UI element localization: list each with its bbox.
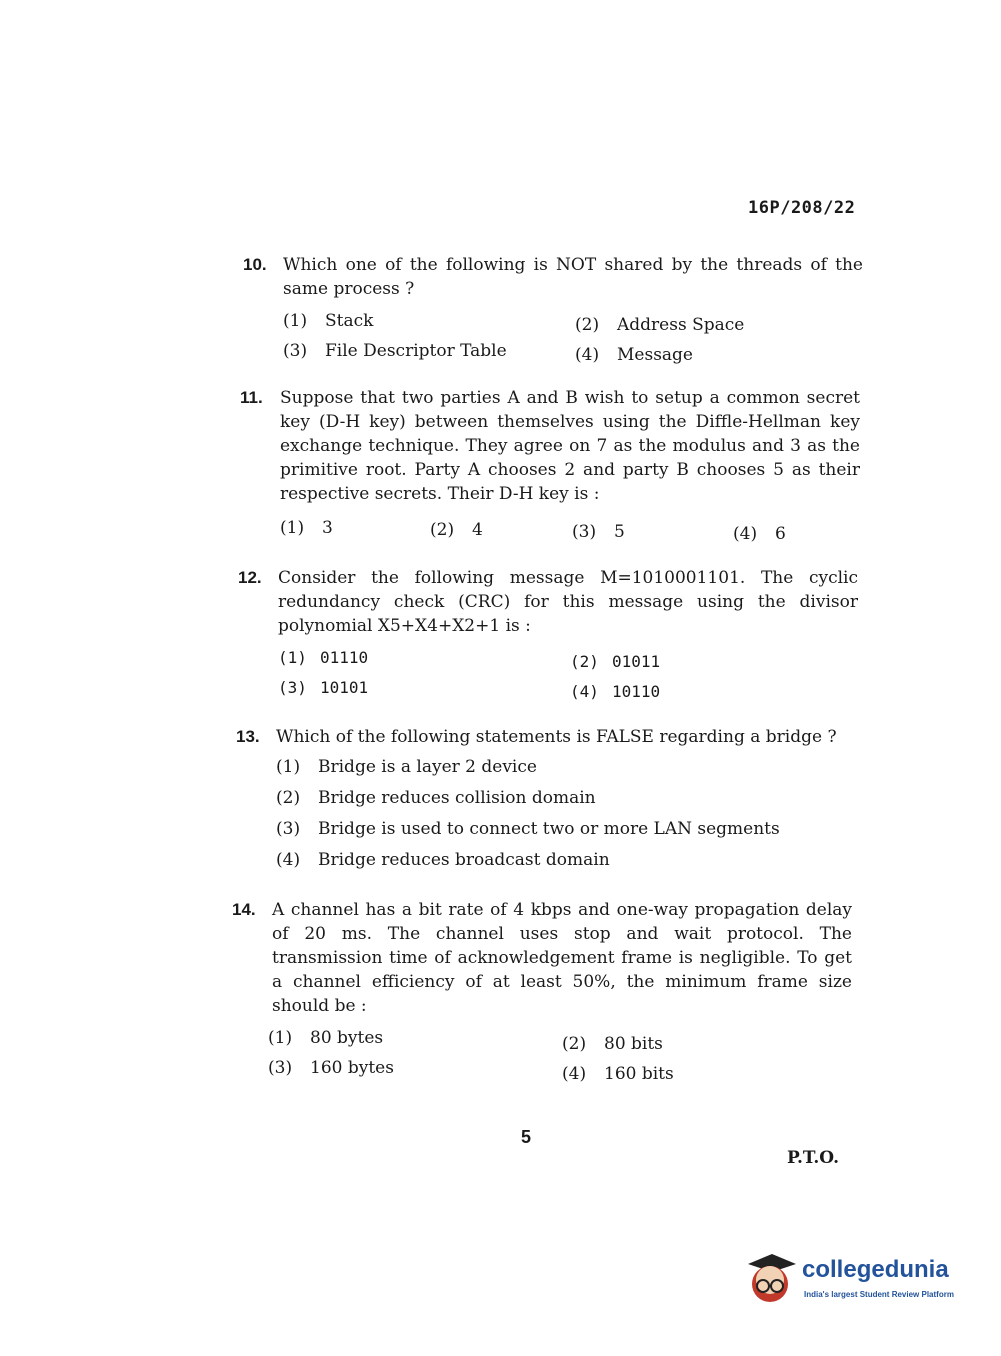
option: (2) 4 xyxy=(430,520,483,540)
option: (1) 80 bytes xyxy=(268,1028,384,1048)
question-number: 10. xyxy=(243,255,267,274)
option: (4) Bridge reduces broadcast domain xyxy=(276,850,610,870)
option: (3) File Descriptor Table xyxy=(283,341,507,361)
question-text: Which one of the following is NOT shared by the threads of the same process ? xyxy=(283,255,863,299)
option: (3) Bridge is used to connect two or more LAN segments xyxy=(276,819,780,839)
pto-label: P.T.O. xyxy=(787,1148,839,1168)
question-number: 12. xyxy=(238,568,262,587)
question-number: 14. xyxy=(232,900,256,919)
question-14 xyxy=(232,898,852,1088)
option: (1) Bridge is a layer 2 device xyxy=(276,757,537,777)
option: (3) 10101 xyxy=(278,678,369,697)
option: (2) 01011 xyxy=(570,652,661,671)
question-10 xyxy=(243,253,863,371)
question-text: Consider the following message M=1010001101. The cyclic redundancy check (CRC) for this message using the divisor polynomial X5+X4+X2+1 is : xyxy=(278,568,858,636)
option: (2) Bridge reduces collision domain xyxy=(276,788,596,808)
option: (1) Stack xyxy=(283,311,374,331)
question-text: A channel has a bit rate of 4 kbps and one-way propagation delay of 20 ms. The channel uses stop and wait protocol. The transmission time of acknowledgement frame is negligible. To get a channel efficiency of at least 50%, the minimum frame size should be : xyxy=(272,900,852,1016)
option: (4) 6 xyxy=(733,524,786,544)
option: (4) 160 bits xyxy=(562,1064,674,1084)
option: (4) 10110 xyxy=(570,682,661,701)
option: (4) Message xyxy=(575,345,693,365)
option: (2) 80 bits xyxy=(562,1034,663,1054)
question-12 xyxy=(238,566,858,708)
page-code: 16P/208/22 xyxy=(748,198,856,218)
question-13 xyxy=(236,725,856,875)
mascot-icon xyxy=(742,1250,800,1308)
question-number: 13. xyxy=(236,727,260,746)
question-text: Which of the following statements is FALSE regarding a bridge ? xyxy=(276,727,837,747)
option: (2) Address Space xyxy=(575,315,745,335)
page-number: 5 xyxy=(521,1127,532,1147)
collegedunia-logo xyxy=(742,1250,972,1310)
question-number: 11. xyxy=(240,388,263,407)
option: (3) 5 xyxy=(572,522,625,542)
option: (3) 160 bytes xyxy=(268,1058,394,1078)
logo-tagline: India's largest Student Review Platform xyxy=(804,1290,954,1299)
option: (1) 01110 xyxy=(278,648,369,667)
option: (1) 3 xyxy=(280,518,333,538)
question-11 xyxy=(240,386,860,546)
question-text: Suppose that two parties A and B wish to setup a common secret key (D-H key) between themselves using the Diffle-Hellman key exchange technique. They agree on 7 as the modulus and 3 as the primitive root. Party A chooses 2 and party B chooses 5 as their respective secrets. Their D-H key is : xyxy=(280,388,860,504)
logo-name: collegedunia xyxy=(802,1256,949,1283)
